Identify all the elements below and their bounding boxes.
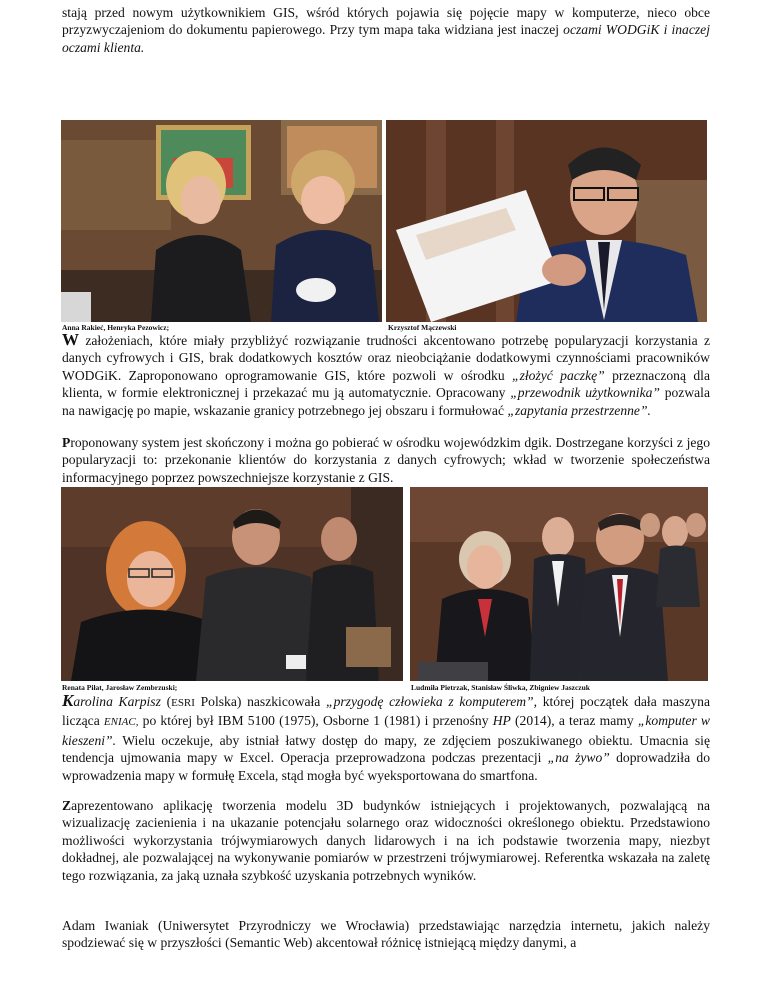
para4-text-1: której początek dała maszyna licząca (62, 694, 710, 729)
para2-text-1: założeniach, które miały przybliżyć rozwiązanie trudności akcentowano potrzebę popularyzacji korzystania z danych cyfrowych i GIS, brak dodatkowych kosztów oraz nieobciążanie dodatkowymi czynnościami pracowników WODGiK. Zaproponowano oprogramowanie GIS, które pozwoli w ośrodku (62, 333, 710, 383)
para4-italic-1: „przygodę człowieka z komputerem”, (326, 694, 538, 709)
paragraph-karpisz (62, 692, 710, 784)
para2-text-2: przeznaczoną dla klienta, w formie elektronicznej i przekazać mu ją automatycznie. Opracowany (62, 367, 710, 401)
paragraph-iwaniak (62, 917, 710, 952)
photo-caption-left: Anna Rakieć, Henryka Pezowicz; (62, 323, 170, 332)
para4-lead: K (62, 691, 74, 710)
intro-italic: oczami WODGiK i inaczej oczami klienta. (62, 22, 710, 55)
para4-text-3: (2014), a teraz mamy (510, 713, 638, 729)
para4-eniac: ENIAC, (103, 716, 139, 729)
para2-italic-2: „przewodnik użytkownika” (510, 385, 660, 401)
paragraph-zalozenia (62, 331, 710, 419)
para5-text: aprezentowano aplikację tworzenia modelu 3D budynków istniejących i projektowanych, pozwalającą na wizualizację zacienienia i na ukazanie potencjału solarnego oraz widoczności określonego obiektu. Przedstawiono możliwości wykorzystania trójwymiarowych danych lidarowych i na ich podstawie tworzenia mapy, niezbyt dokładnej, ale pozwalającej na wykonywanie pomiarów w przestrzeni trójwymiarowej. Referentka wskazała na zaletę tego rozwiązania, za jaką uznała szybkość uzyskania potrzebnych wyników. (62, 798, 710, 883)
para3-lead: P (62, 435, 71, 450)
para4-text-2: po której był IBM 5100 (1975), Osborne 1 (1981) i przenośny (138, 713, 493, 729)
photo-caption-left-2: Renata Piłat, Jarosław Zembrzuski; (62, 683, 178, 692)
paragraph-3d-model (62, 797, 710, 884)
para4-org-open: ( (160, 694, 172, 709)
para2-text-3: pozwala na nawigację po mapie, wskazanie granicy potrzebnego jej obszaru i formułować (62, 385, 710, 418)
photo-maczewski (386, 120, 707, 322)
drop-letter: W (62, 330, 79, 349)
para4-esri: ESRI (171, 697, 195, 709)
para5-lead: Z (62, 798, 72, 813)
photo-pilat-zembrzuski (61, 487, 403, 681)
para4-italic-3: „na żywo” (547, 750, 610, 766)
photo-pietrzak-sliwka-jaszczuk (410, 487, 708, 681)
para2-italic-3: „zapytania przestrzenne”. (507, 402, 651, 418)
para4-name: arolina Karpisz (73, 694, 161, 709)
photo-caption-right: Krzysztof Mączewski (388, 323, 457, 332)
para3-text: roponowany system jest skończony i można go pobierać w ośrodku wojewódzkim dgik. Dostrzegane korzyści z jego popularyzacji to: przekonanie klientów do korzystania z danych cyfrowych; wkład w tworzenie społeczeństwa informacyjnego poprzez powszechniejsze korzystanie z GIS. (62, 435, 710, 485)
paragraph-system (62, 434, 710, 486)
para4-hp: HP (492, 713, 511, 729)
photo-rakiec-pezowicz (61, 120, 382, 322)
para4-text-4: Wielu oczekuje, aby istniał łatwy dostęp do mapy, ze zdjęciem poszukiwanego obiektu. Umacnia się tendencja ujmowania mapy w Excel. Operacja przeprowadzona podczas prezentacji (62, 732, 710, 766)
para4-org-rest: Polska) naszkicowała (194, 694, 327, 709)
intro-text: stają przed nowym użytkownikiem GIS, wśród których pojawia się pojęcie mapy w komputerze, nieco obce przyzwyczajeniom do dokumentu papierowego. Przy tym mapa taka widziana jest inaczej (62, 5, 710, 38)
intro-paragraph (62, 4, 710, 56)
photo-caption-right-2: Ludmiła Pietrzak, Stanisław Śliwka, Zbigniew Jaszczuk (411, 683, 590, 692)
para4-italic-2: „komputer w kieszeni”. (62, 713, 710, 748)
para6-text: Adam Iwaniak (Uniwersytet Przyrodniczy we Wrocławia) przedstawiając narzędzia internetu, jakich należy spodziewać się w przyszłości (Semantic Web) akcentował różnicę istniejącą między danymi, a (62, 918, 710, 951)
para4-text-5: doprowadziła do wprowadzenia mapy w formułę Excela, stąd mogła być wyeksportowana do smartfona. (62, 750, 710, 783)
para2-italic-1: „złożyć paczkę” (512, 367, 605, 383)
